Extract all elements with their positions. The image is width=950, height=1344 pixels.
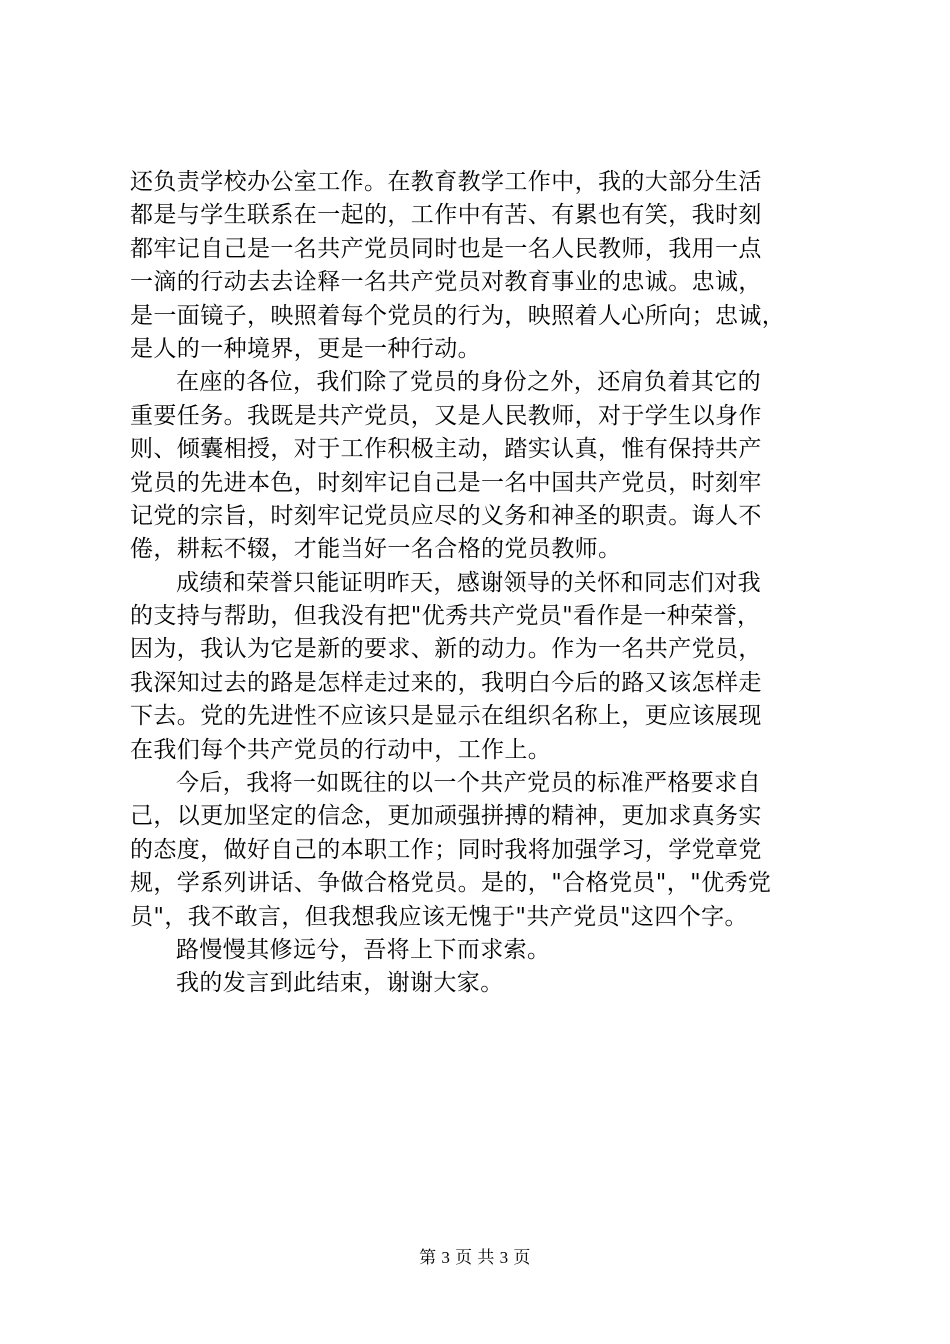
text-line: 记党的宗旨，时刻牢记党员应尽的义务和神圣的职责。诲人不 (130, 502, 762, 529)
text-line: 的支持与帮助，但我没有把"优秀共产党员"看作是一种荣誉， (130, 603, 761, 630)
text-line: 是人的一种境界，更是一种行动。 (130, 335, 481, 362)
text-line: 倦，耕耘不辍，才能当好一名合格的党员教师。 (130, 536, 622, 563)
text-line: 在座的各位，我们除了党员的身份之外，还肩负着其它的 (176, 369, 761, 396)
text-line: 是一面镜子，映照着每个党员的行为，映照着人心所向；忠诚， (130, 302, 786, 329)
text-line: 我深知过去的路是怎样走过来的，我明白今后的路又该怎样走 (130, 669, 762, 696)
text-line: 今后，我将一如既往的以一个共产党员的标准严格要求自 (176, 770, 761, 797)
text-line: 的态度，做好自己的本职工作；同时我将加强学习，学党章党 (130, 836, 762, 863)
text-line: 党员的先进本色，时刻牢记自己是一名中国共产党员，时刻牢 (130, 469, 762, 496)
text-line: 成绩和荣誉只能证明昨天，感谢领导的关怀和同志们对我 (176, 569, 761, 596)
text-line: 一滴的行动去去诠释一名共产党员对教育事业的忠诚。忠诚， (130, 269, 762, 296)
text-line: 重要任务。我既是共产党员，又是人民教师，对于学生以身作 (130, 402, 762, 429)
text-line: 因为，我认为它是新的要求、新的动力。作为一名共产党员， (130, 636, 762, 663)
text-line: 则、倾囊相授，对于工作积极主动，踏实认真，惟有保持共产 (130, 436, 762, 463)
text-line: 员"，我不敢言，但我想我应该无愧于"共产党员"这四个字。 (130, 903, 748, 930)
text-line: 都是与学生联系在一起的，工作中有苦、有累也有笑，我时刻 (130, 202, 762, 229)
text-line: 还负责学校办公室工作。在教育教学工作中，我的大部分生活 (130, 169, 762, 195)
text-line: 路慢慢其修远兮，吾将上下而求索。 (176, 936, 551, 963)
text-line: 下去。党的先进性不应该只是显示在组织名称上，更应该展现 (130, 703, 762, 730)
document-body (130, 166, 827, 1001)
text-line: 在我们每个共产党员的行动中，工作上。 (130, 736, 552, 763)
page-footer: 第 3 页 共 3 页 (419, 1248, 531, 1267)
text-line: 己，以更加坚定的信念，更加顽强拼搏的精神，更加求真务实 (130, 803, 762, 830)
text-line: 都牢记自己是一名共产党员同时也是一名人民教师，我用一点 (130, 235, 762, 262)
text-line: 规，学系列讲话、争做合格党员。是的，"合格党员"，"优秀党 (130, 870, 772, 897)
text-line: 我的发言到此结束，谢谢大家。 (176, 970, 504, 997)
